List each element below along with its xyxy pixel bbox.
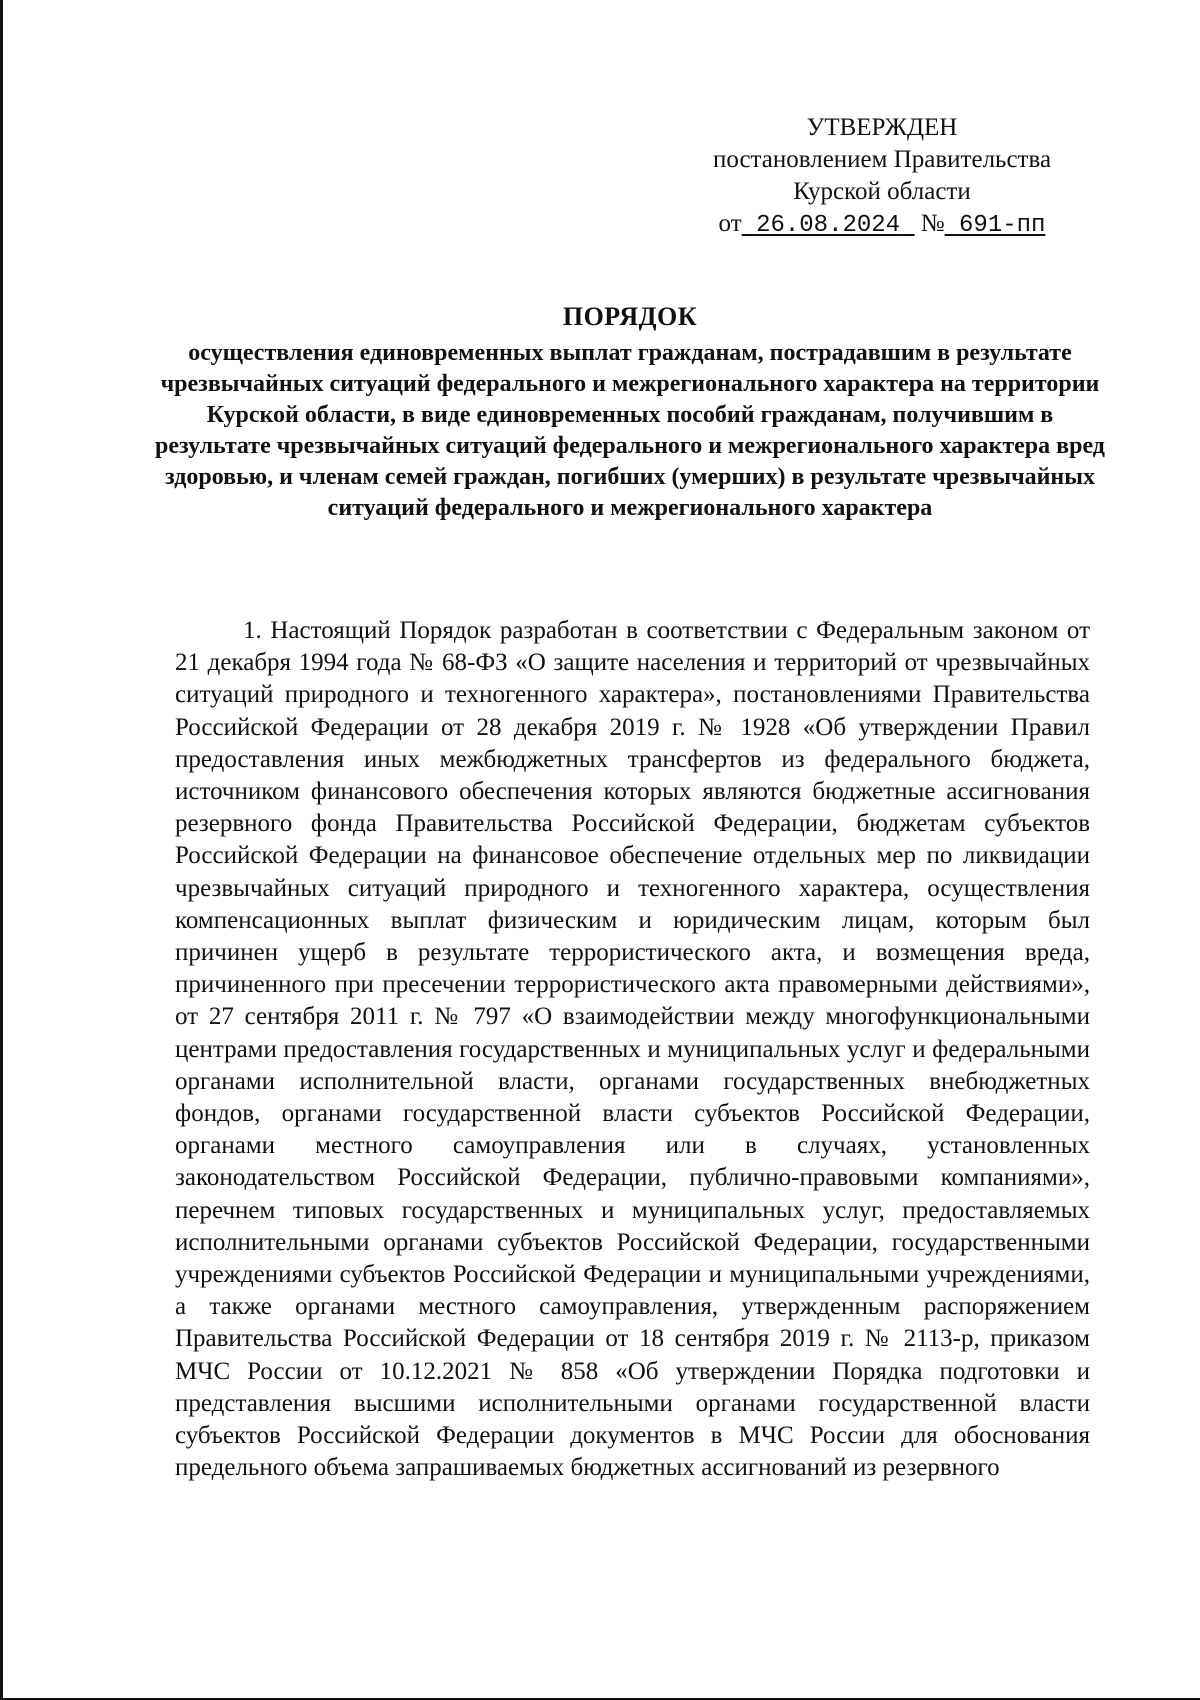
- paragraph-1: 1. Настоящий Порядок разработан в соответствии с Федеральным законом от 21 декабря 1994 года № 68-ФЗ «О защите населения и территорий от чрезвычайных ситуаций природного и техногенного характера», постановлениями Правительства Российской Федерации от 28 декабря 2019 г. № 1928 «Об утверждении Правил предоставления иных межбюджетных трансфертов из федерального бюджета, источником финансового обеспечения которых являются бюджетные ассигнования резервного фонда Правительства Российской Федерации, бюджетам субъектов Российской Федерации на финансовое обеспечение отдельных мер по ликвидации чрезвычайных ситуаций природного и техногенного характера, осуществления компенсационных выплат физическим и юридическим лицам, которым был причинен ущерб в результате террористического акта, и возмещения вреда, причиненного при пресечении террористического акта правомерными действиями», от 27 сентября 2011 г. № 797 «О взаимодействии между многофункциональными центрами предоставления государственных и муниципальных услуг и федеральными органами исполнительной власти, органами государственных внебюджетных фондов, органами государственной власти субъектов Российской Федерации, органами местного самоуправления или в случаях, установленных законодательством Российской Федерации, публично-правовыми компаниями», перечнем типовых государственных и муниципальных услуг, предоставляемых исполнительными органами субъектов Российской Федерации, государственными учреждениями субъектов Российской Федерации и муниципальными учреждениями, а также органами местного самоуправления, утвержденным распоряжением Правительства Российской Федерации от 18 сентября 2019 г. № 2113-р, приказом МЧС России от 10.12.2021 № 858 «Об утверждении Порядка подготовки и представления высшими исполнительными органами государственной власти субъектов Российской Федерации документов в МЧС России для обоснования предельного объема запрашиваемых бюджетных ассигнований из резервного: [175, 617, 1090, 1482]
- approval-date-line: [682, 208, 1082, 242]
- number-prefix: №: [920, 210, 945, 237]
- document-subtitle: осуществления единовременных выплат гражданам, пострадавшим в результате чрезвычайных ситуаций федерального и межрегионального характера на территории Курской области, в виде единовременных пособий гражданам, получившим в результате чрезвычайных ситуаций федерального и межрегионального характера вред здоровью, и членам семей граждан, погибших (умерших) в результате чрезвычайных ситуаций федерального и межрегионального характера: [155, 340, 1105, 521]
- document-title: ПОРЯДОК: [562, 302, 698, 331]
- approval-status: УТВЕРЖДЕН: [806, 114, 958, 141]
- approval-stamp-block: [682, 112, 1082, 242]
- scan-edge-left: [0, 0, 3, 1700]
- approval-date: 26.08.2024: [756, 212, 901, 239]
- approval-number: 691-пп: [959, 212, 1046, 239]
- date-prefix: от: [718, 210, 742, 237]
- approval-by: постановлением Правительства: [712, 146, 1052, 173]
- approval-region: Курской области: [793, 178, 971, 205]
- document-heading: [150, 300, 1110, 524]
